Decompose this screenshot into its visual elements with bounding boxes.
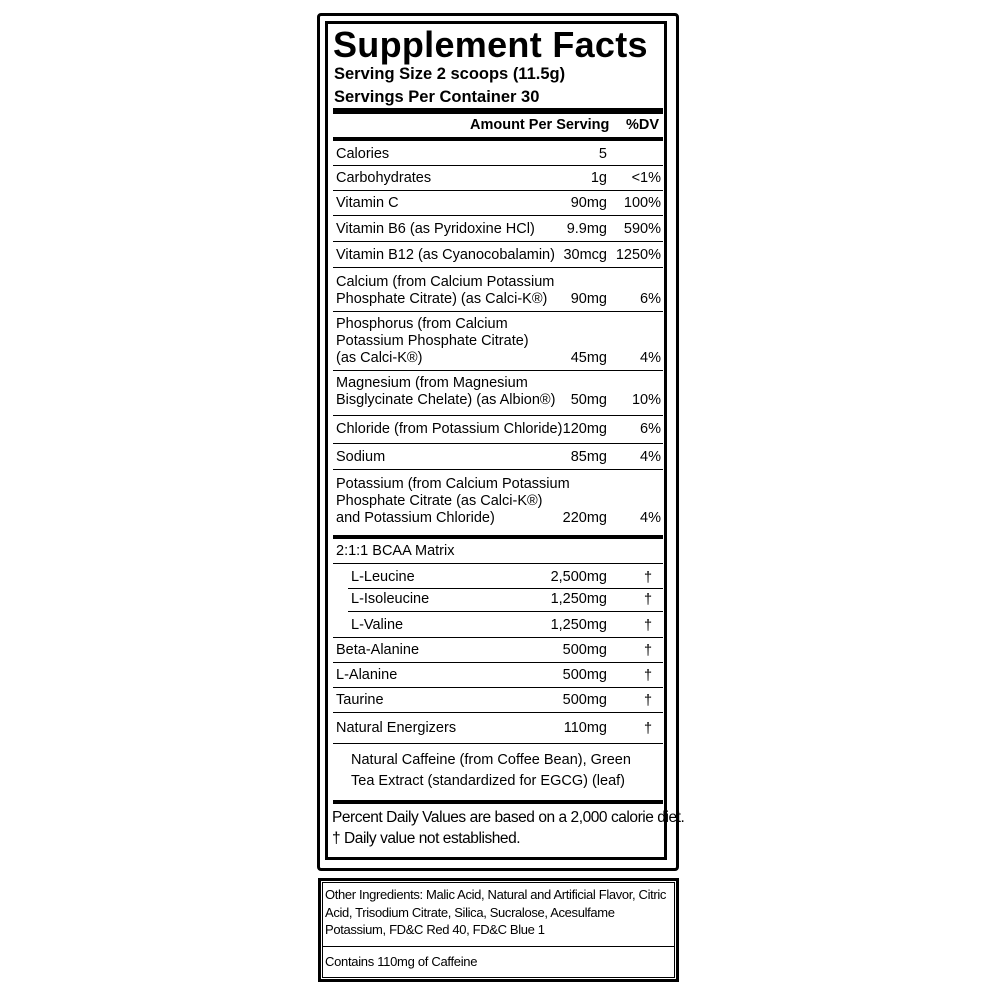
row-divider: [333, 267, 663, 268]
energizer-detail: [351, 750, 631, 792]
blend-ingredient-name: L-Leucine: [351, 569, 415, 585]
blend-ingredient-amount: 1,250mg: [550, 617, 607, 633]
column-header-amount: Amount Per Serving: [470, 117, 610, 133]
blend-ingredient-name: L-Valine: [351, 617, 404, 633]
servings-per-container: Servings Per Container 30: [334, 88, 540, 106]
row-divider: [333, 637, 663, 638]
blend-ingredient-amount: 1,250mg: [550, 591, 607, 607]
row-divider: [333, 743, 663, 744]
blend-ingredient-dv: †: [644, 643, 653, 659]
nutrient-name-line: Potassium Phosphate Citrate): [336, 333, 529, 349]
row-divider: [333, 311, 663, 312]
blend-ingredient-name: L-Isoleucine: [351, 591, 430, 607]
nutrient-amount: 85mg: [570, 449, 607, 465]
row-divider: [333, 662, 663, 663]
blend-ingredient-name: 2:1:1 BCAA Matrix: [336, 543, 455, 559]
blend-divider: [333, 535, 663, 539]
nutrient-name: [336, 146, 389, 163]
nutrient-name: [336, 449, 385, 466]
blend-ingredient-amount: 500mg: [562, 642, 607, 658]
nutrient-name-line: Chloride (from Potassium Chloride): [336, 421, 563, 437]
energizer-detail-line: Natural Caffeine (from Coffee Bean), Green: [351, 752, 631, 768]
header-divider: [333, 137, 663, 141]
energizer-detail-line: Tea Extract (standardized for EGCG) (leaf): [351, 773, 625, 789]
blend-ingredient-amount: 500mg: [562, 667, 607, 683]
panel-title: Supplement Facts: [333, 24, 648, 65]
nutrient-name-line: and Potassium Chloride): [336, 510, 495, 526]
nutrient-dv: 6%: [640, 421, 661, 437]
nutrient-name-line: Bisglycinate Chelate) (as Albion®): [336, 392, 556, 408]
serving-size: Serving Size 2 scoops (11.5g): [334, 65, 566, 83]
footnote-divider: [333, 800, 663, 804]
footnote-dagger: † Daily value not established.: [332, 830, 521, 847]
row-divider: [333, 241, 663, 242]
nutrient-amount: 9.9mg: [566, 221, 607, 237]
row-divider: [348, 611, 663, 612]
nutrient-amount: 5: [598, 146, 607, 162]
nutrient-name-line: Vitamin C: [336, 195, 399, 211]
blend-ingredient-dv: †: [644, 721, 653, 737]
blend-ingredient-name: Taurine: [336, 692, 384, 708]
nutrient-name-line: Phosphate Citrate) (as Calci-K®): [336, 291, 548, 307]
nutrient-dv: 4%: [640, 510, 661, 526]
blend-ingredient-name: L-Alanine: [336, 667, 398, 683]
blend-ingredient-dv: †: [644, 693, 653, 709]
blend-ingredient-name: Beta-Alanine: [336, 642, 420, 658]
row-divider: [333, 190, 663, 191]
nutrient-amount: 45mg: [570, 350, 607, 366]
nutrient-name-line: Magnesium (from Magnesium: [336, 375, 528, 391]
blend-ingredient-amount: 2,500mg: [550, 569, 607, 585]
row-divider: [333, 712, 663, 713]
nutrient-name: [336, 316, 529, 367]
blend-ingredient-name: Natural Energizers: [336, 720, 457, 736]
nutrient-name-line: Vitamin B12 (as Cyanocobalamin): [336, 247, 555, 263]
row-divider: [333, 415, 663, 416]
nutrient-dv: <1%: [631, 170, 661, 186]
nutrient-name: [336, 170, 431, 187]
row-divider: [348, 588, 663, 589]
other-ingredients-divider: [322, 946, 675, 947]
column-header-dv: %DV: [626, 117, 660, 133]
row-divider: [333, 687, 663, 688]
nutrient-name-line: Carbohydrates: [336, 170, 432, 186]
other-ingredients-text: Other Ingredients: Malic Acid, Natural and Artificial Flavor, Citric Acid, Trisodium Citrate, Silica, Sucralose, Acesulfame Potassium, FD&C Red 40, FD&C Blue 1: [325, 887, 667, 937]
nutrient-name-line: Phosphate Citrate (as Calci-K®): [336, 493, 543, 509]
row-divider: [333, 469, 663, 470]
blend-ingredient-amount: 110mg: [563, 720, 607, 736]
thick-divider: [333, 108, 663, 114]
nutrient-name: [336, 195, 399, 212]
nutrient-name-line: Vitamin B6 (as Pyridoxine HCl): [336, 221, 535, 237]
blend-ingredient-dv: †: [644, 668, 653, 684]
caffeine-statement: Contains 110mg of Caffeine: [325, 954, 478, 969]
nutrient-name-line: Calories: [336, 146, 390, 162]
blend-ingredient-dv: †: [644, 570, 653, 586]
nutrient-amount: 50mg: [570, 392, 607, 408]
nutrient-amount: 1g: [590, 170, 607, 186]
nutrient-name-line: Sodium: [336, 449, 386, 465]
nutrient-dv: 4%: [640, 350, 661, 366]
nutrient-name-line: Phosphorus (from Calcium: [336, 316, 508, 332]
nutrient-dv: 10%: [631, 392, 661, 408]
nutrient-dv: 590%: [623, 221, 661, 237]
nutrient-name-line: Potassium (from Calcium Potassium: [336, 476, 570, 492]
blend-ingredient-dv: †: [644, 592, 653, 608]
row-divider: [333, 215, 663, 216]
row-divider: [333, 443, 663, 444]
nutrient-dv: 1250%: [615, 247, 661, 263]
blend-ingredient-amount: 500mg: [562, 692, 607, 708]
footnote-dv: Percent Daily Values are based on a 2,000 calorie diet.: [332, 809, 685, 826]
nutrient-amount: 120mg: [562, 421, 607, 437]
nutrient-name-line: (as Calci-K®): [336, 350, 423, 366]
nutrient-amount: 220mg: [562, 510, 607, 526]
row-divider: [333, 165, 663, 166]
nutrient-amount: 30mcg: [563, 247, 607, 263]
nutrient-dv: 6%: [640, 291, 661, 307]
nutrient-amount: 90mg: [570, 195, 607, 211]
nutrient-amount: 90mg: [570, 291, 607, 307]
nutrient-name-line: Calcium (from Calcium Potassium: [336, 274, 555, 290]
nutrient-dv: 100%: [623, 195, 661, 211]
nutrient-name: [336, 221, 535, 238]
row-divider: [333, 563, 663, 564]
row-divider: [333, 370, 663, 371]
blend-ingredient-dv: †: [644, 618, 653, 634]
nutrient-dv: 4%: [640, 449, 661, 465]
